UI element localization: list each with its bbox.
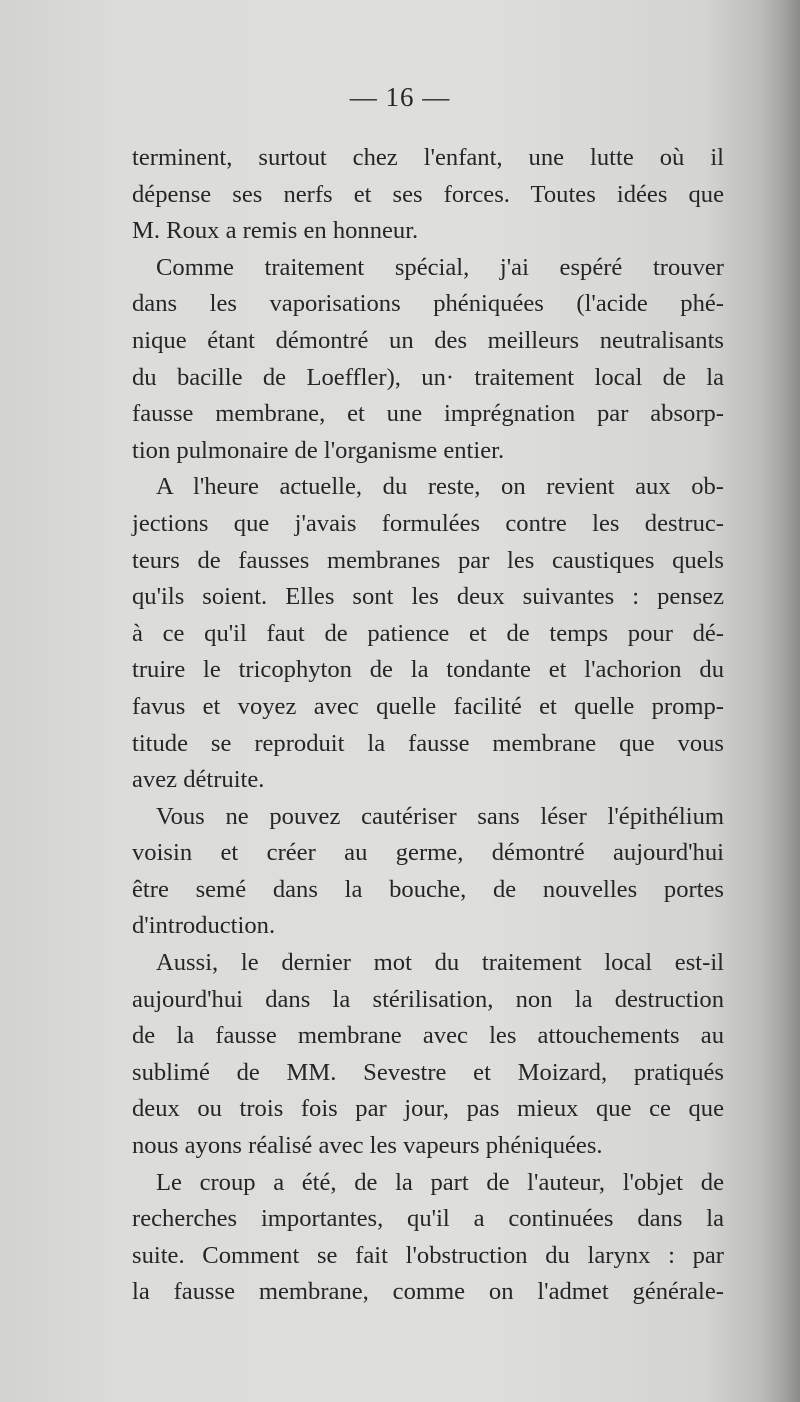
text-line: fausse membrane, et une imprégnation par absorp-	[132, 400, 724, 428]
text-line: voisin et créer au germe, démontré aujourd'hui	[132, 839, 724, 867]
body-text	[132, 140, 724, 1311]
text-line: sublimé de MM. Sevestre et Moizard, pratiqués	[132, 1058, 724, 1086]
text-line: jections que j'avais formulées contre les destruc-	[132, 509, 724, 537]
paragraph	[132, 799, 724, 945]
text-line: truire le tricophyton de la tondante et l'achorion du	[132, 656, 724, 684]
paragraph	[132, 469, 724, 798]
text-line: favus et voyez avec quelle facilité et quelle promp-	[132, 692, 724, 720]
text-line: suite. Comment se fait l'obstruction du larynx : par	[132, 1241, 724, 1269]
text-line: nique étant démontré un des meilleurs neutralisants	[132, 326, 724, 354]
text-line: du bacille de Loeffler), un· traitement local de la	[132, 363, 724, 391]
text-line: aujourd'hui dans la stérilisation, non la destruction	[132, 985, 724, 1013]
text-line: M. Roux a remis en honneur.	[132, 217, 419, 245]
text-line: à ce qu'il faut de patience et de temps pour dé-	[132, 619, 724, 647]
text-line: terminent, surtout chez l'enfant, une lutte où il	[132, 144, 724, 171]
text-line: Aussi, le dernier mot du traitement local est-il	[156, 949, 724, 977]
paragraph	[132, 1165, 724, 1311]
paragraph	[132, 140, 724, 250]
text-line: tion pulmonaire de l'organisme entier.	[132, 436, 505, 464]
text-line: Vous ne pouvez cautériser sans léser l'épithélium	[156, 802, 724, 830]
paragraph	[132, 250, 724, 470]
text-line: dépense ses nerfs et ses forces. Toutes idées que	[132, 180, 724, 208]
text-line: Le croup a été, de la part de l'auteur, l'objet de	[156, 1168, 724, 1196]
text-line: avez détruite.	[132, 766, 265, 794]
text-line: A l'heure actuelle, du reste, on revient aux ob-	[156, 473, 724, 501]
text-line: d'introduction.	[132, 912, 276, 940]
text-line: deux ou trois fois par jour, pas mieux que ce que	[132, 1095, 724, 1123]
text-line: être semé dans la bouche, de nouvelles portes	[132, 875, 724, 903]
text-line: la fausse membrane, comme on l'admet générale-	[132, 1278, 724, 1306]
text-line: Comme traitement spécial, j'ai espéré trouver	[156, 253, 724, 281]
text-line: teurs de fausses membranes par les caustiques quels	[132, 546, 724, 574]
text-line: dans les vaporisations phéniquées (l'acide phé-	[132, 290, 724, 318]
text-line: nous ayons réalisé avec les vapeurs phéniquées.	[132, 1132, 603, 1160]
text-line: recherches importantes, qu'il a continuées dans la	[132, 1205, 724, 1233]
page-number: — 16 —	[349, 82, 451, 112]
paragraph	[132, 945, 724, 1165]
text-line: qu'ils soient. Elles sont les deux suivantes : pensez	[132, 583, 724, 611]
text-line: titude se reproduit la fausse membrane que vous	[132, 729, 724, 757]
page-edge-shadow	[760, 0, 800, 1402]
text-line: de la fausse membrane avec les attouchements au	[132, 1022, 724, 1050]
